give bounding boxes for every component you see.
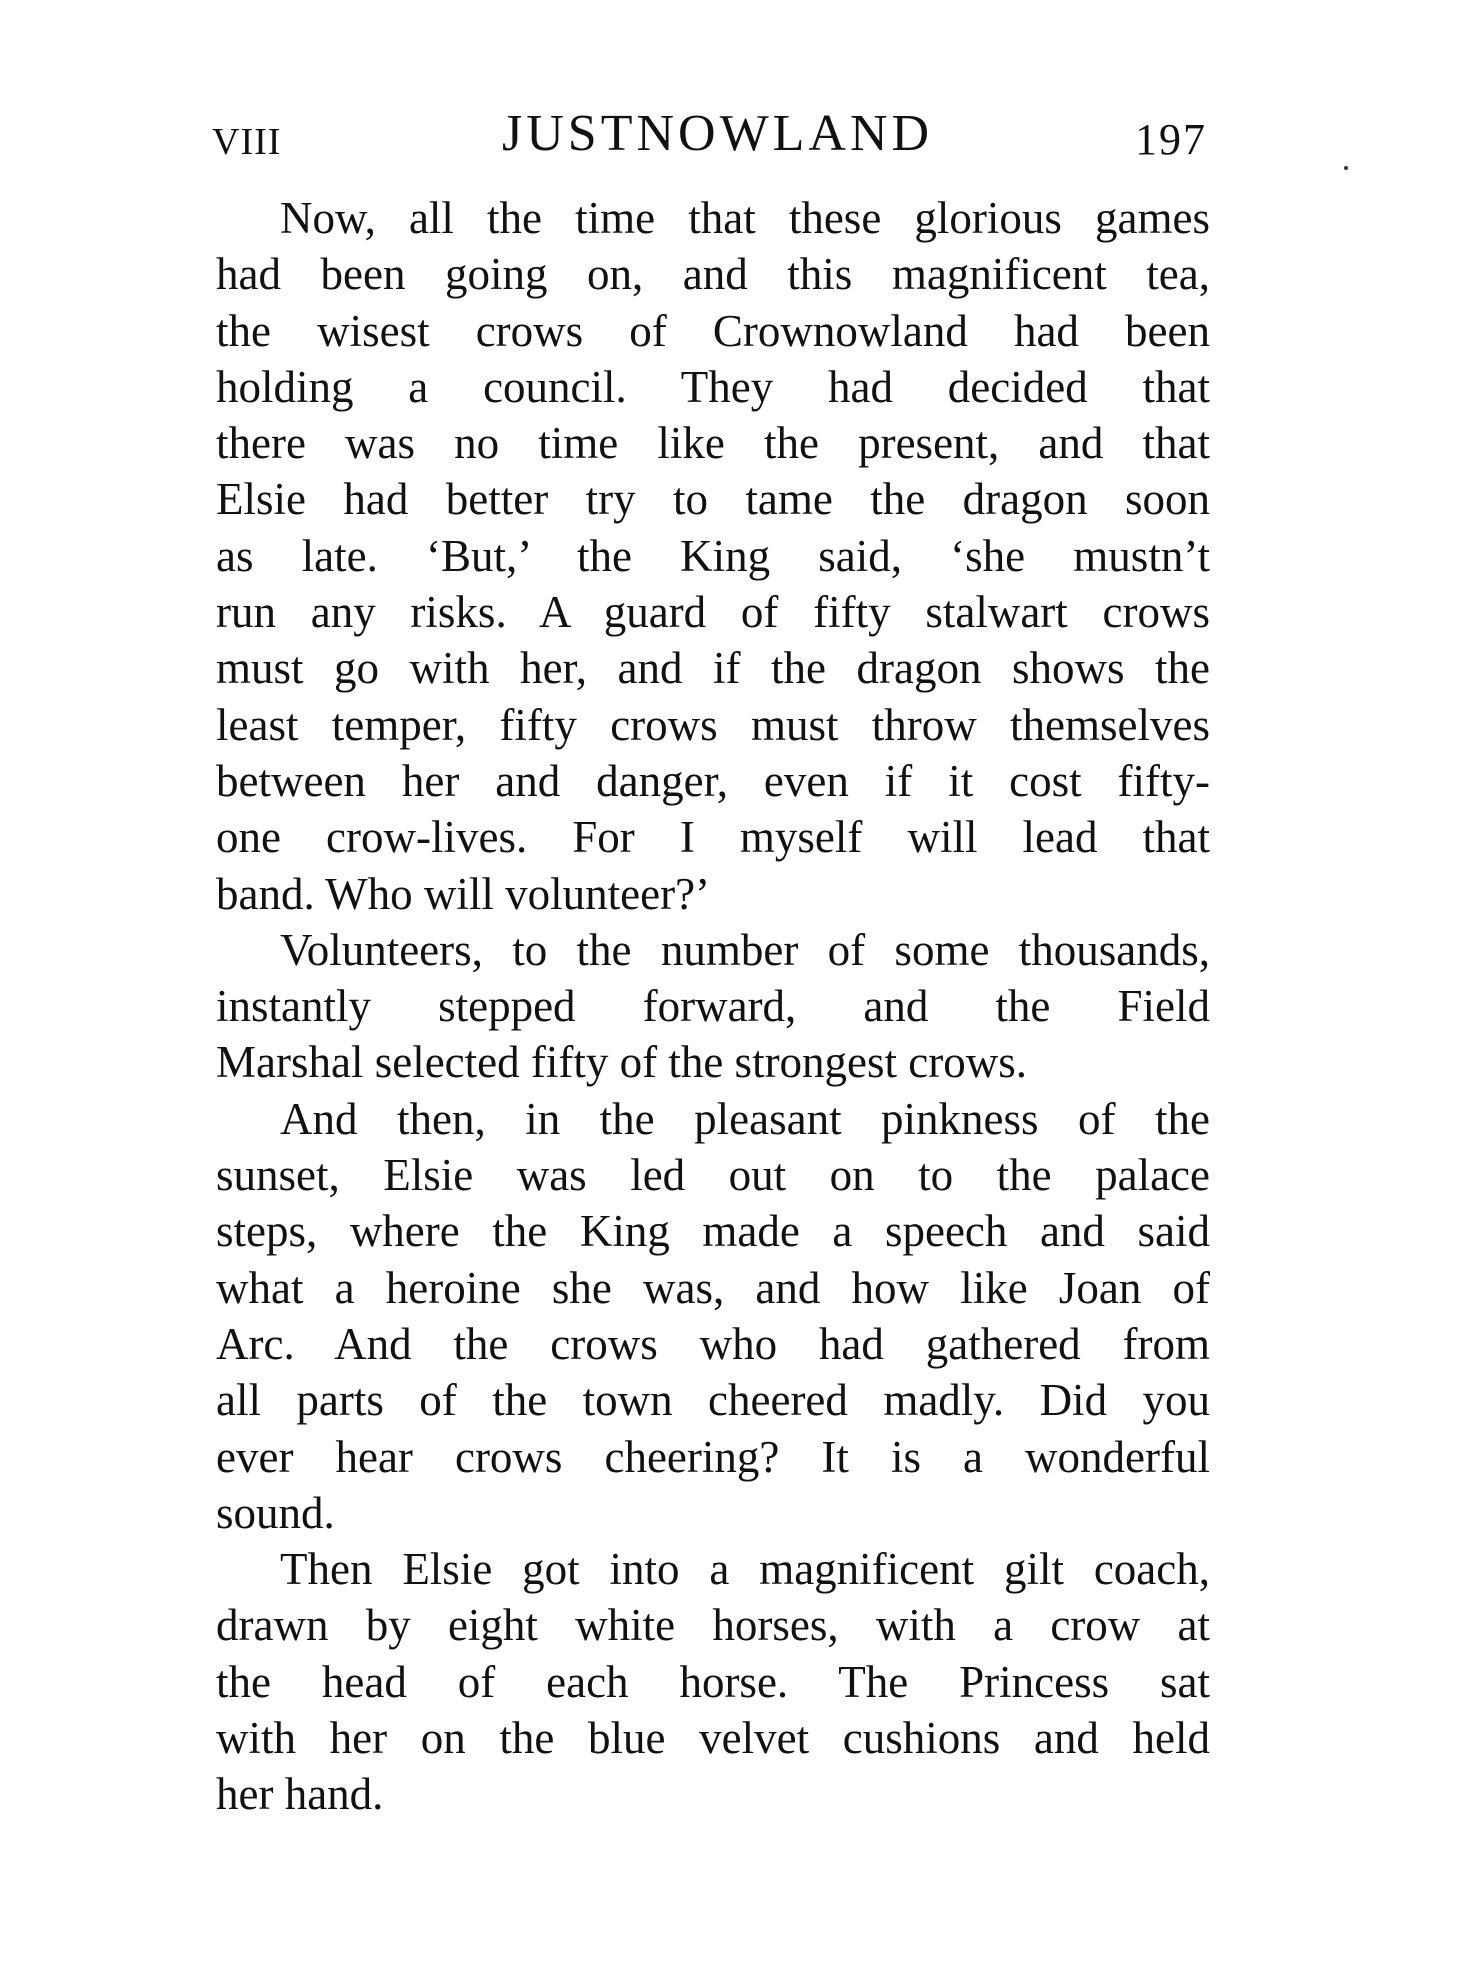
text-line: least temper, fifty crows must throw themselves: [216, 699, 1210, 750]
body-text: [216, 190, 1210, 1823]
chapter-numeral: VIII: [212, 121, 282, 163]
text-line: must go with her, and if the dragon shows the: [216, 643, 1210, 694]
text-line: drawn by eight white horses, with a crow at: [216, 1600, 1210, 1651]
text-line: run any risks. A guard of fifty stalwart crows: [216, 587, 1210, 638]
text-line: Now, all the time that these glorious games: [280, 193, 1210, 243]
text-line: her hand.: [216, 1769, 384, 1820]
text-line: with her on the blue velvet cushions and held: [216, 1713, 1210, 1764]
text-line: sound.: [216, 1487, 335, 1538]
text-line: the wisest crows of Crownowland had been: [216, 305, 1210, 356]
text-line: the head of each horse. The Princess sat: [216, 1656, 1210, 1707]
text-line: had been going on, and this magnificent tea,: [216, 249, 1210, 300]
text-line: between her and danger, even if it cost fifty-: [216, 755, 1210, 806]
text-line: what a heroine she was, and how like Joan of: [216, 1262, 1210, 1313]
text-line: one crow-lives. For I myself will lead that: [216, 812, 1210, 863]
text-line: instantly stepped forward, and the Field: [216, 981, 1210, 1032]
text-line: as late. ‘But,’ the King said, ‘she mustn’t: [216, 530, 1210, 581]
running-header: [212, 104, 1207, 174]
page-number: 197: [1135, 115, 1207, 164]
text-line: all parts of the town cheered madly. Did you: [216, 1375, 1210, 1426]
text-line: holding a council. They had decided that: [216, 361, 1210, 412]
text-line: Arc. And the crows who had gathered from: [216, 1318, 1210, 1369]
text-line: And then, in the pleasant pinkness of the: [280, 1093, 1210, 1144]
text-line: sunset, Elsie was led out on to the palace: [216, 1150, 1210, 1201]
print-speck: [1344, 166, 1348, 170]
text-line: there was no time like the present, and that: [216, 418, 1210, 469]
text-line: Marshal selected fifty of the strongest crows.: [216, 1037, 1028, 1088]
text-line: Elsie had better try to tame the dragon soon: [216, 474, 1210, 525]
text-line: Then Elsie got into a magnificent gilt coach,: [280, 1544, 1210, 1595]
text-line: band. Who will volunteer?’: [216, 868, 711, 919]
text-line: steps, where the King made a speech and said: [216, 1206, 1210, 1257]
text-line: ever hear crows cheering? It is a wonderful: [216, 1431, 1210, 1482]
running-title: JUSTNOWLAND: [502, 105, 934, 162]
text-line: Volunteers, to the number of some thousands,: [280, 924, 1210, 975]
